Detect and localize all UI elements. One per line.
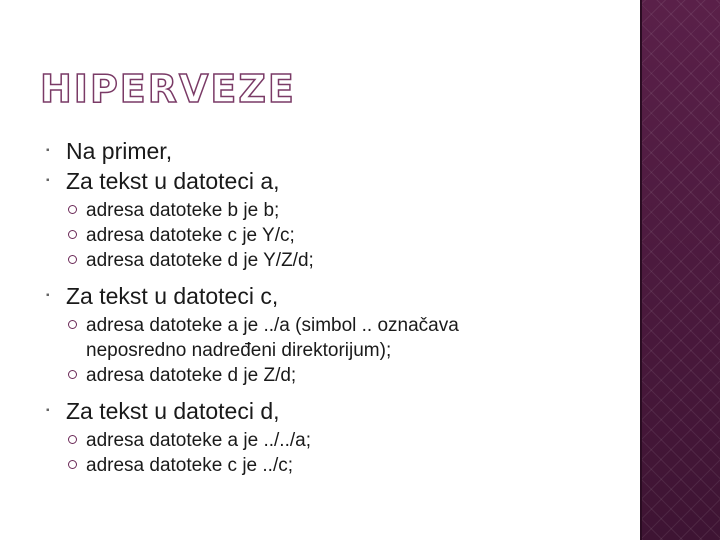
circle-bullet-icon <box>68 255 77 264</box>
circle-bullet-icon <box>68 230 77 239</box>
bullet-marker-icon: ▪ <box>46 175 50 186</box>
bullet-item: ▪ Za tekst u datoteci d, <box>46 398 280 424</box>
sub-bullet-continuation: neposredno nadređeni direktorijum); <box>86 340 392 361</box>
slide-title: HIPERVEZE <box>40 67 296 111</box>
bullet-item: ▪ Na primer, <box>46 138 173 164</box>
sub-bullet-item: adresa datoteke d je Z/d; <box>40 363 630 388</box>
bullet-marker-icon: ▪ <box>46 290 50 301</box>
side-panel-pattern <box>642 0 720 540</box>
slide-content <box>40 136 630 478</box>
circle-bullet-icon <box>68 205 77 214</box>
circle-bullet-icon <box>68 320 77 329</box>
sub-bullet-item: adresa datoteke c je ../c; <box>40 453 630 478</box>
circle-bullet-icon <box>68 435 77 444</box>
bullet-item: ▪ Za tekst u datoteci a, <box>46 168 280 194</box>
circle-bullet-icon <box>68 460 77 469</box>
sub-bullet-item: adresa datoteke a je ../../a; <box>40 428 630 453</box>
sub-bullet-item: adresa datoteke d je Y/Z/d; <box>40 248 630 273</box>
bullet-marker-icon: ▪ <box>46 145 50 156</box>
bullet-marker-icon: ▪ <box>46 405 50 416</box>
sub-bullet-item: adresa datoteke c je Y/c; <box>40 223 630 248</box>
circle-bullet-icon <box>68 370 77 379</box>
sub-bullet-item: adresa datoteke b je b; <box>40 198 630 223</box>
bullet-item: ▪ Za tekst u datoteci c, <box>46 283 279 309</box>
sub-bullet-item: adresa datoteke a je ../a (simbol .. označava <box>40 313 630 338</box>
